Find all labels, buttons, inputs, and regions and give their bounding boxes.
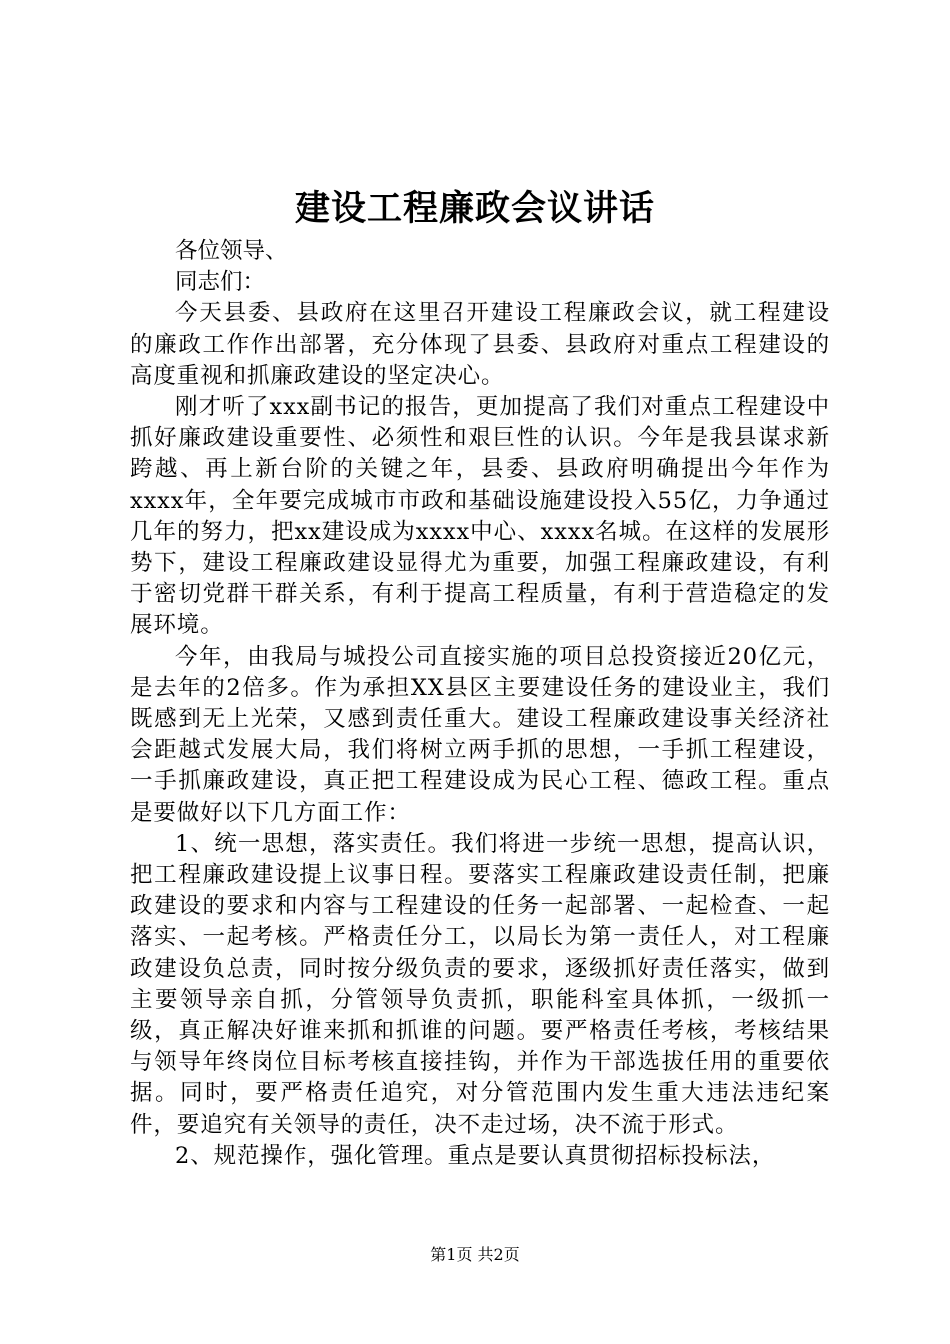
document-body [130,236,830,1172]
paragraph-opening: 今天县委、县政府在这里召开建设工程廉政会议，就工程建设的廉政工作作出部署，充分体现了县委、县政府对重点工程建设的高度重视和抓廉政建设的坚定决心。 [130,300,830,389]
paragraph-report: 刚才听了xxx副书记的报告，更加提高了我们对重点工程建设中抓好廉政建设重要性、必须性和艰巨性的认识。今年是我县谋求新跨越、再上新台阶的关键之年，县委、县政府明确提出今年作为xxxx年，全年要完成城市市政和基础设施建设投入55亿，力争通过几年的努力，把xx建设成为xxxx中心、xxxx名城。在这样的发展形势下，建设工程廉政建设显得尤为重要，加强工程廉政建设，有利于密切党群干群关系，有利于提高工程质量，有利于营造稳定的发展环境。 [130,394,830,639]
salutation-leaders: 各位领导、 [175,238,288,264]
paragraph-this-year: 今年，由我局与城投公司直接实施的项目总投资接近20亿元，是去年的2倍多。作为承担XX县区主要建设任务的建设业主，我们既感到无上光荣，又感到责任重大。建设工程廉政建设事关经济社会距越式发展大局，我们将树立两手抓的思想，一手抓工程建设，一手抓廉政建设，真正把工程建设成为民心工程、德政工程。重点是要做好以下几方面工作： [130,643,830,826]
salutation-comrades: 同志们： [175,269,266,296]
paragraph-point-2: 2、规范操作，强化管理。重点是要认真贯彻招标投标法， [175,1142,776,1169]
paragraph-point-1: 1、统一思想，落实责任。我们将进一步统一思想，提高认识，把工程廉政建设提上议事日程。要落实工程廉政建设责任制，把廉政建设的要求和内容与工程建设的任务一起部署、一起检查、一起落实、一起考核。严格责任分工，以局长为第一责任人，对工程廉政建设负总责，同时按分级负责的要求，逐级抓好责任落实，做到主要领导亲自抓，分管领导负责抓，职能科室具体抓，一级抓一级，真正解决好谁来抓和抓谁的问题。要严格责任考核，考核结果与领导年终岗位目标考核直接挂钩，并作为干部选拔任用的重要依据。同时，要严格责任追究，对分管范围内发生重大违法违纪案件，要追究有关领导的责任，决不走过场，决不流于形式。 [130,830,830,1138]
page-footer: 第1页 共2页 [430,1245,520,1264]
document-title: 建设工程廉政会议讲话 [294,188,655,229]
